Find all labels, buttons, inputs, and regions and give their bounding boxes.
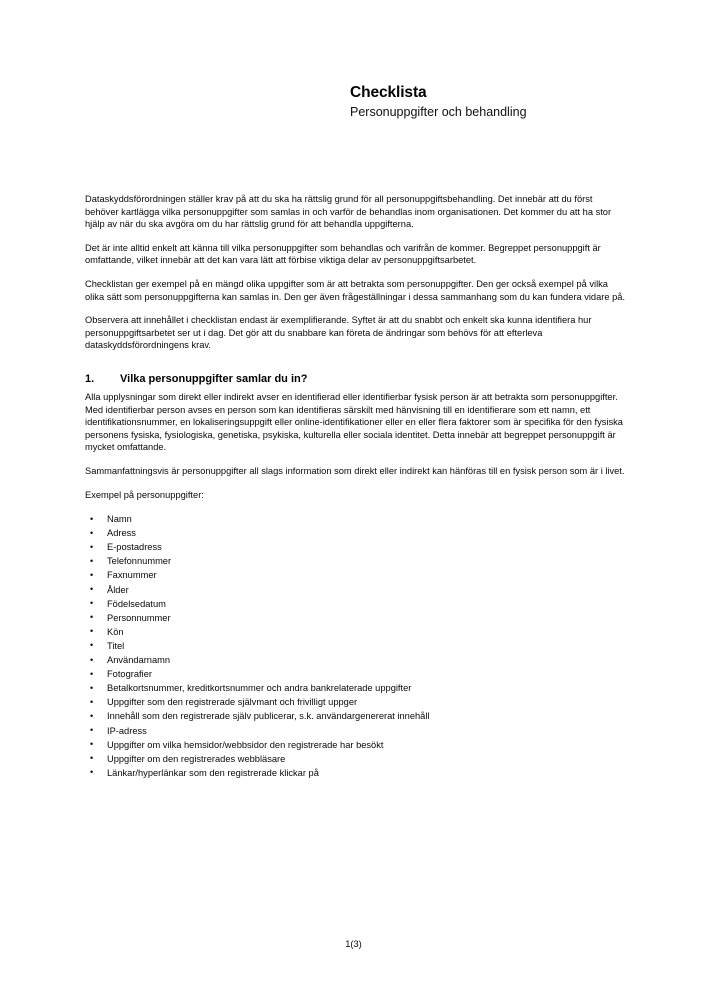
list-item: • E-postadress xyxy=(85,540,626,554)
section-1-heading-text: Vilka personuppgifter samlar du in? xyxy=(120,372,308,385)
list-item: • Telefonnummer xyxy=(85,554,626,568)
list-item: • Adress xyxy=(85,526,626,540)
list-item: • Uppgifter om vilka hemsidor/webbsidor den registrerade har besökt xyxy=(85,738,626,752)
document-body xyxy=(85,193,626,780)
personal-data-examples-list xyxy=(85,512,626,780)
list-item: • Länkar/hyperlänkar som den registrerade klickar på xyxy=(85,766,626,780)
list-item: • Fotografier xyxy=(85,667,626,681)
list-item: • Användarnamn xyxy=(85,653,626,667)
page-number: 1(3) xyxy=(345,939,362,949)
intro-paragraph-2: Det är inte alltid enkelt att känna till vilka personuppgifter som behandlas och varifrån de kommer. Begreppet personuppgift är omfattande, vilket innebär att det kan vara lätt att förbise viktiga delar av personuppgiftsarbetet. xyxy=(85,242,601,266)
list-item: • Ålder xyxy=(85,583,626,597)
list-item: • Uppgifter om den registrerades webbläsare xyxy=(85,752,626,766)
section-1-paragraph-2: Sammanfattningsvis är personuppgifter all slags information som direkt eller indirekt kan hänföras till en fysisk person som är i livet. xyxy=(85,465,625,476)
list-item: • Titel xyxy=(85,639,626,653)
intro-paragraph-4: Observera att innehållet i checklistan endast är exemplifierande. Syftet är att du snabbt och enkelt ska kunna identifiera hur personuppgiftsarbetet ser ut i dag. Det gör att du snabbare kan företa de ändringar som behövs för att efterleva dataskyddsförordningens krav. xyxy=(85,315,592,351)
page-subtitle: Personuppgifter och behandling xyxy=(350,105,527,119)
section-1-paragraph-1: Alla upplysningar som direkt eller indirekt avser en identifierad eller identifierbar fysisk person är att betrakta som personuppgifter. Med identifierbar person avses en person som kan identifieras särskilt med hänvisning till en identifierare som ett namn, ett identifikationsnummer, en lokaliseringsuppgift eller online-identifikationer eller en eller flera faktorer som är specifika för den fysiska personens fysiska, fysiologiska, genetiska, psykiska, kulturella eller sociala identitet. Detta innebär att begreppet personuppgift är mycket omfattande. xyxy=(85,391,623,453)
list-item: • Födelsedatum xyxy=(85,597,626,611)
section-1-examples-label: Exempel på personuppgifter: xyxy=(85,489,204,500)
list-item: • Faxnummer xyxy=(85,568,626,582)
list-item: • Innehåll som den registrerade själv publicerar, s.k. användargenererat innehåll xyxy=(85,709,626,723)
intro-paragraph-3: Checklistan ger exempel på en mängd olika uppgifter som är att betrakta som personuppgifter. Den ger också exempel på vilka olika sätt som personuppgifterna kan samlas in. Den ger även frågeställningar i dessa sammanhang som du kan fundera vidare på. xyxy=(85,278,626,302)
section-1-number: 1. xyxy=(85,372,95,385)
document-title-block xyxy=(350,84,650,120)
section-1-heading xyxy=(85,372,626,386)
page-footer xyxy=(0,938,707,950)
page-title: Checklista xyxy=(350,84,427,101)
list-item: • Personnummer xyxy=(85,611,626,625)
list-item: • Betalkortsnummer, kreditkortsnummer och andra bankrelaterade uppgifter xyxy=(85,681,626,695)
list-item: • IP-adress xyxy=(85,724,626,738)
list-item: • Kön xyxy=(85,625,626,639)
intro-paragraph-1: Dataskyddsförordningen ställer krav på att du ska ha rättslig grund för all personuppgiftsbehandling. Det innebär att du först behöver kartlägga vilka personuppgifter som samlas in och varför de behandlas inom organisationen. Det kommer du att ha stor hjälp av när du ska avgöra om du har rättslig grund för att behandla uppgifterna. xyxy=(85,194,612,230)
list-item: • Uppgifter som den registrerade självmant och frivilligt uppger xyxy=(85,695,626,709)
list-item: • Namn xyxy=(85,512,626,526)
